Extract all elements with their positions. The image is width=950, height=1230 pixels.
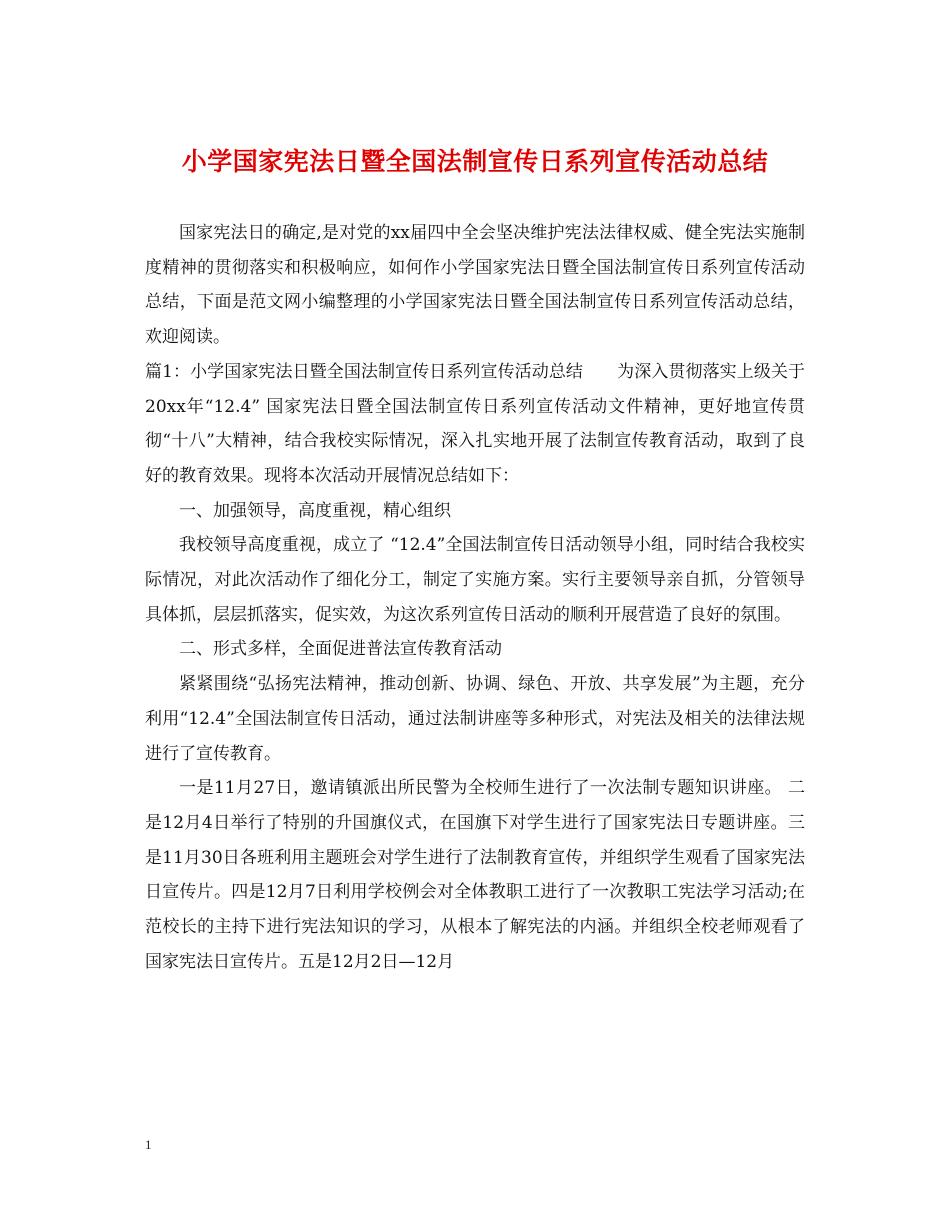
paragraph-intro: 国家宪法日的确定,是对党的xx届四中全会坚决维护宪法法律权威、健全宪法实施制度精神的贯彻落实和积极响应，如何作小学国家宪法日暨全国法制宣传日系列宣传活动总结，下面是范文网小编整理的小学国家宪法日暨全国法制宣传日系列宣传活动总结，欢迎阅读。: [145, 223, 805, 348]
section-heading-2: 二、形式多样，全面促进普法宣传教育活动: [179, 639, 502, 660]
page-number: 1: [145, 1137, 152, 1152]
document-title: 小学国家宪法日暨全国法制宣传日系列宣传活动总结: [181, 147, 769, 176]
paragraph-activities: 一是11月27日，邀请镇派出所民警为全校师生进行了一次法制专题知识讲座。 二是12月4日举行了特别的升国旗仪式，在国旗下对学生进行了国家宪法日专题讲座。三是11月30日各班利用主题班会对学生进行了法制教育宣传，并组织学生观看了国家宪法日宣传片。四是12月7日利用学校例会对全体教职工进行了一次教职工宪法学习活动;在范校长的主持下进行宪法知识的学习，从根本了解宪法的内涵。并组织全校老师观看了国家宪法日宣传片。五是12月2日—12月: [145, 778, 805, 972]
paragraph-leadership: 我校领导高度重视，成立了 “12.4”全国法制宣传日活动领导小组，同时结合我校实际情况，对此次活动作了细化分工，制定了实施方案。实行主要领导亲自抓，分管领导具体抓，层层抓落实，促实效，为这次系列宣传日活动的顺利开展营造了良好的氛围。: [145, 535, 805, 625]
section-heading-1: 一、加强领导，高度重视，精心组织: [179, 500, 451, 521]
paragraph-part-1: 篇1：小学国家宪法日暨全国法制宣传日系列宣传活动总结 为深入贯彻落实上级关于20xx年“12.4” 国家宪法日暨全国法制宣传日系列宣传活动文件精神，更好地宣传贯彻“十八”大精神，结合我校实际情况，深入扎实地开展了法制宣传教育活动，取到了良好的教育效果。现将本次活动开展情况总结如下：: [145, 361, 805, 486]
paragraph-theme: 紧紧围绕“弘扬宪法精神，推动创新、协调、绿色、开放、共享发展”为主题，充分利用“12.4”全国法制宣传日活动，通过法制讲座等多种形式，对宪法及相关的法律法规进行了宣传教育。: [145, 674, 805, 764]
document-body: [145, 216, 805, 979]
